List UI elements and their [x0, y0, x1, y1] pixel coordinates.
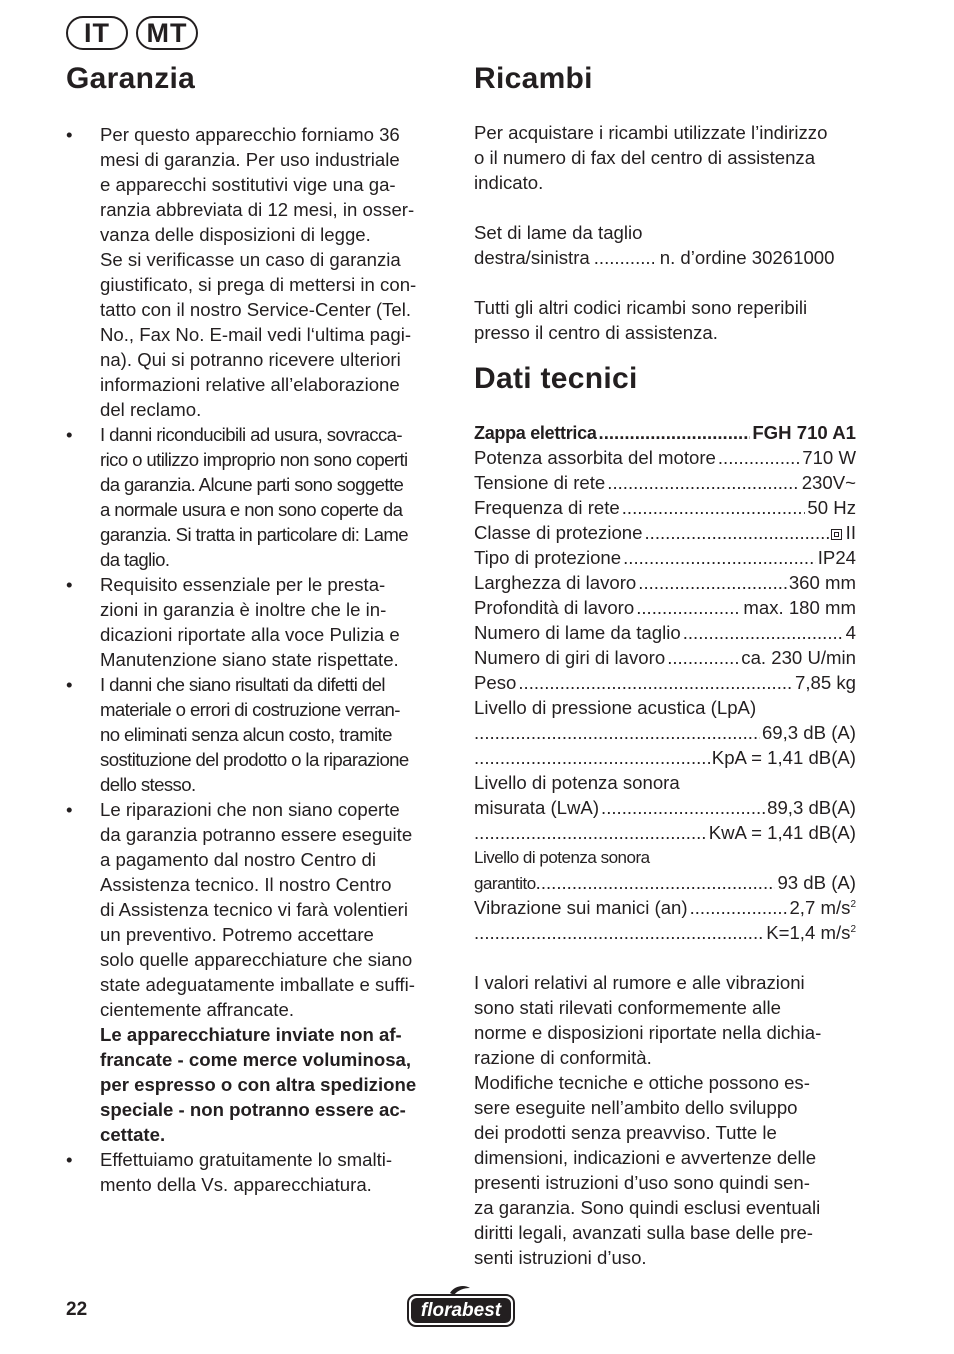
ricambi-section — [474, 120, 856, 345]
model-row: Zappa elettrica ..... FGH 710 A1 — [474, 420, 856, 445]
spec-row: Peso ..... 7,85 kg — [474, 670, 856, 695]
language-badge-it: IT — [66, 16, 128, 50]
spec-row: Profondità di lavoro ..... max. 180 mm — [474, 595, 856, 620]
protection-class-icon — [831, 529, 842, 540]
logo-leaf-icon — [450, 1286, 470, 1295]
dati-tecnici-section — [474, 420, 856, 1270]
spec-row: Numero di lame da taglio ..... 4 — [474, 620, 856, 645]
spec-row: ..... K=1,4 $m/s^2$ — [474, 920, 856, 945]
page-number: 22 — [66, 1299, 88, 1320]
spec-row: Tipo di protezione ..... IP24 — [474, 545, 856, 570]
list-item: • Requisito essenziale per le presta- zioni in garanzia è inoltre che le in- dicazioni riportate alla voce Pulizia e Manutenzione siano state rispettate. — [66, 572, 456, 672]
spec-row: Frequenza di rete ..... 50 Hz — [474, 495, 856, 520]
spec-row: ..... 69,3 dB (A) — [474, 720, 856, 745]
spec-row: ..... KpA = 1,41 dB(A) — [474, 745, 856, 770]
spec-row: Larghezza di lavoro ..... 360 mm — [474, 570, 856, 595]
florabest-logo — [406, 1284, 516, 1328]
lwa-guaranteed-label: Livello di potenza sonora — [474, 848, 650, 867]
spec-row: Tensione di rete ..... 230V~ — [474, 470, 856, 495]
spec-row: misurata (LwA) ..... 89,3 dB(A) — [474, 795, 856, 820]
ricambi-intro: Per acquistare i ricambi utilizzate l’indirizzo o il numero di fax del centro di assistenza indicato. — [474, 122, 828, 193]
list-item: • I danni riconducibili ad usura, sovracca- rico o utilizzo improprio non sono coperti da garanzia. Alcune parti sono soggette a normale usura e non sono coperte da garanzia. Si tratta in particolare di: Lame da taglio. — [66, 422, 456, 572]
garanzia-list — [66, 122, 456, 1197]
garanzia-title: Garanzia — [66, 62, 196, 95]
lpa-label: Livello di pressione acustica (LpA) — [474, 697, 757, 718]
spare-part-label: Set di lame da taglio — [474, 222, 643, 243]
spare-part-row: destra/sinistra ..... n. d’ordine 30261000 — [474, 245, 856, 270]
garanzia-section — [66, 122, 456, 1197]
warning-text: Le apparecchiature inviate non af- francate - come merce voluminosa, per espresso o con altra spedizione speciale - non potranno essere ac- cettate. — [100, 1024, 417, 1145]
spec-row: Vibrazione sui manici (an) ..... 2,7 $m/s^2$ — [474, 895, 856, 920]
dati-tecnici-notes: I valori relativi al rumore e alle vibrazioni sono stati rilevati conformemente alle norme e disposizioni riportate nella dichia- razione di conformità. Modifiche tecniche e ottiche possono es- sere eseguite nell’ambito dello sviluppo dei prodotti senza preavviso. Tutte le dimensioni, indicazioni e avvertenze delle presenti istruzioni d’uso sono quindi sen- za garanzia. Sono quindi esclusi eventuali diritti legali, avanzati sulla base delle pre- senti istruzioni d’uso. — [474, 972, 822, 1268]
spec-row: ..... KwA = 1,41 dB(A) — [474, 820, 856, 845]
spec-row: Classe di protezione ..... II — [474, 520, 856, 545]
language-badge-mt: MT — [136, 16, 198, 50]
language-badges — [66, 16, 198, 50]
list-item: • Per questo apparecchio forniamo 36 mesi di garanzia. Per uso industriale e apparecchi sostitutivi vige una ga- ranzia abbreviata di 12 mesi, in osser- vanza delle disposizioni di legge. Se si verificasse un caso di garanzia giustificato, si prega di mettersi in con- tatto con il nostro Service-Center (Tel. No., Fax No. E-mail vedi l‘ultima pagi- na). Qui si potranno ricevere ulteriori informazioni relative all’elaborazione del reclamo. — [66, 122, 456, 422]
list-item: • Effettuiamo gratuitamente lo smalti- mento della Vs. apparecchiatura. — [66, 1147, 456, 1197]
lwa-label: Livello di potenza sonora — [474, 772, 680, 793]
logo-text: florabest — [420, 1300, 502, 1321]
spec-row: garantito ..... 93 dB (A) — [474, 870, 856, 895]
spec-row: Numero di giri di lavoro ..... ca. 230 U/min — [474, 645, 856, 670]
ricambi-outro: Tutti gli altri codici ricambi sono reperibili presso il centro di assistenza. — [474, 297, 808, 343]
list-item: • I danni che siano risultati da difetti del materiale o errori di costruzione verran- no eliminati senza alcun costo, tramite sostituzione del prodotto o la riparazione dello stesso. — [66, 672, 456, 797]
dati-tecnici-title: Dati tecnici — [474, 362, 638, 395]
ricambi-title: Ricambi — [474, 62, 593, 95]
spec-row: Potenza assorbita del motore ..... 710 W — [474, 445, 856, 470]
list-item: • Le riparazioni che non siano coperte da garanzia potranno essere eseguite a pagamento dal nostro Centro di Assistenza tecnico. Il nostro Centro di Assistenza tecnico vi farà volentieri un preventivo. Potremo accettare solo quelle apparecchiature che siano state adeguatamente imballate e suffi- cientemente affrancate. Le apparecchiature inviate non af- francate - come merce voluminosa, per espresso o con altra spedizione speciale - non potranno essere ac- cettate. — [66, 797, 456, 1147]
